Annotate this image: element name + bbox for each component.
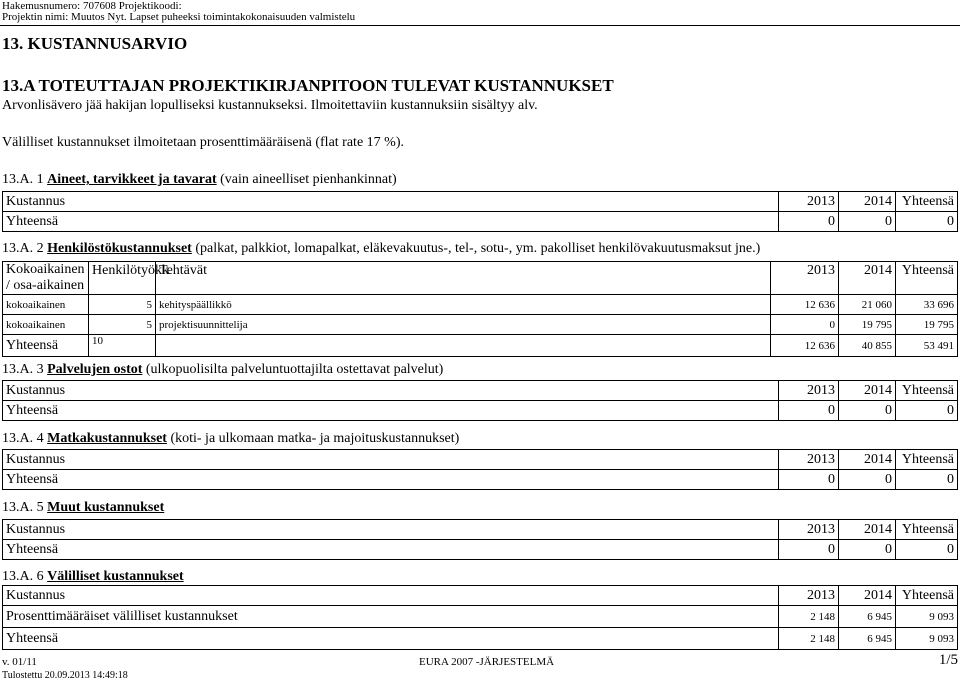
value-cell: 2 148 [779,628,839,650]
section-6-number: 13.A. 6 [2,569,44,584]
value-cell: 0 [896,540,958,560]
header-employment-type-2: / osa-aikainen [6,278,85,293]
cell [156,335,771,357]
flat-rate-note: Välilliset kustannukset ilmoitetaan prosenttimääräisenä (flat rate 17 %). [2,135,404,150]
header-cell: 2014 [839,450,896,470]
header-cell: Kustannus [3,381,779,401]
value-cell: 9 093 [896,628,958,650]
total-row [3,470,958,490]
cell: 19 795 [896,315,958,335]
value-cell: 0 [896,212,958,232]
header-cell: 2013 [779,450,839,470]
table-header-row [3,586,958,606]
section-2-number: 13.A. 2 [2,241,44,256]
cell: 53 491 [896,335,958,357]
header-cell: 2014 [839,381,896,401]
section-2-desc: (palkat, palkkiot, lomapalkat, eläkevakuutus-, tel-, sotu-, ym. pakolliset henkilövakuutusmaksut jne.) [195,241,761,256]
cell: 40 855 [839,335,896,357]
header-cell: Yhteensä [896,450,958,470]
section-6-name: Välilliset kustannukset [47,569,184,584]
cost-label: Prosenttimääräiset välilliset kustannukset [3,606,779,628]
table-row [3,606,958,628]
section-2-name: Henkilöstökustannukset [47,241,192,256]
total-label: Yhteensä [3,212,779,232]
section-4-name: Matkakustannukset [47,431,167,446]
cell: 12 636 [771,335,839,357]
section-4-desc: (koti- ja ulkomaan matka- ja majoituskustannukset) [170,431,460,446]
table-row [3,295,958,315]
header-cell: Yhteensä [896,520,958,540]
header-cell: Kustannus [3,450,779,470]
value-cell: 9 093 [896,606,958,628]
cell: 33 696 [896,295,958,315]
header-cell: 2014 [839,262,896,295]
page-title: 13. KUSTANNUSARVIO [2,34,188,53]
total-row [3,628,958,650]
section-3-desc: (ulkopuolisilta palveluntuottajilta ostettavat palvelut) [145,362,444,377]
table-header-row [3,262,958,295]
header-cell: 2013 [779,586,839,606]
header-cell: Kustannus [3,520,779,540]
header-cell [3,262,89,295]
cell: 21 060 [839,295,896,315]
header-cell: 2013 [771,262,839,295]
section-1-heading [2,172,397,188]
section-2-heading [2,241,760,257]
header-cell: 2013 [779,520,839,540]
total-row [3,401,958,421]
header-employment-type: Kokoaikainen [6,262,85,277]
header-cell: 2014 [839,520,896,540]
header-cell: 2014 [839,192,896,212]
section-3-name: Palvelujen ostot [47,362,143,377]
value-cell: 0 [779,470,839,490]
value-cell: 0 [779,401,839,421]
total-row [3,335,958,357]
section-3-number: 13.A. 3 [2,362,44,377]
section-6-table [2,585,958,650]
value-cell: 0 [779,212,839,232]
section-5-name: Muut kustannukset [47,500,165,515]
table-row [3,315,958,335]
system-label: EURA 2007 -JÄRJESTELMÄ [419,656,555,668]
table-header-row [3,450,958,470]
cell: 12 636 [771,295,839,315]
application-number: Hakemusnumero: 707608 Projektikoodi: [2,0,182,12]
header-cell: 2014 [839,586,896,606]
section-3-heading [2,362,443,378]
total-label: Yhteensä [3,628,779,650]
cell: 10 [89,335,156,357]
section-4-number: 13.A. 4 [2,431,44,446]
total-label: Yhteensä [3,470,779,490]
page-number: 1/5 [938,652,958,668]
section-1-number: 13.A. 1 [2,172,44,187]
section-3-table [2,380,958,421]
cell: kokoaikainen [3,295,89,315]
cell: 0 [771,315,839,335]
print-timestamp: Tulostettu 20.09.2013 14:49:18 [2,670,128,681]
total-label: Yhteensä [3,401,779,421]
header-divider [0,25,960,26]
header-cell: Tehtävät [156,262,771,295]
header-cell: Yhteensä [896,262,958,295]
project-name: Projektin nimi: Muutos Nyt. Lapset puheeksi toimintakokonaisuuden valmistelu [2,11,356,23]
header-cell: Yhteensä [896,586,958,606]
vat-note: Arvonlisävero jää hakijan lopulliseksi kustannukseksi. Ilmoitettaviin kustannuksiin sisältyy alv. [2,98,538,113]
value-cell: 6 945 [839,606,896,628]
section-2-table [2,261,958,357]
cell: 19 795 [839,315,896,335]
total-row [3,540,958,560]
section-4-heading [2,431,459,447]
section-1-table [2,191,958,232]
cell: kokoaikainen [3,315,89,335]
header-cell: Yhteensä [896,381,958,401]
section-1-desc: (vain aineelliset pienhankinnat) [220,172,397,187]
total-label: Yhteensä [3,540,779,560]
section-4-table [2,449,958,490]
section-5-number: 13.A. 5 [2,500,44,515]
value-cell: 0 [839,401,896,421]
header-cell: Kustannus [3,586,779,606]
header-cell: 2013 [779,381,839,401]
cell: kehityspäällikkö [156,295,771,315]
header-cell: Yhteensä [896,192,958,212]
value-cell: 0 [896,401,958,421]
cell: 5 [89,295,156,315]
total-label: Yhteensä [3,335,89,357]
value-cell: 0 [839,540,896,560]
value-cell: 0 [779,540,839,560]
cell: 5 [89,315,156,335]
header-cell: Kustannus [3,192,779,212]
section-title: 13.A TOTEUTTAJAN PROJEKTIKIRJANPITOON TULEVAT KUSTANNUKSET [2,76,614,95]
table-header-row [3,520,958,540]
table-header-row [3,192,958,212]
section-1-name: Aineet, tarvikkeet ja tavarat [47,172,217,187]
table-header-row [3,381,958,401]
value-cell: 0 [896,470,958,490]
section-6-heading [2,569,184,585]
header-cell: 2013 [779,192,839,212]
value-cell: 2 148 [779,606,839,628]
header-cell: Henkilötyökk [89,262,156,295]
section-5-table [2,519,958,560]
cell: projektisuunnittelija [156,315,771,335]
version-label: v. 01/11 [2,656,37,668]
total-row [3,212,958,232]
value-cell: 6 945 [839,628,896,650]
section-5-heading [2,500,164,516]
value-cell: 0 [839,212,896,232]
value-cell: 0 [839,470,896,490]
